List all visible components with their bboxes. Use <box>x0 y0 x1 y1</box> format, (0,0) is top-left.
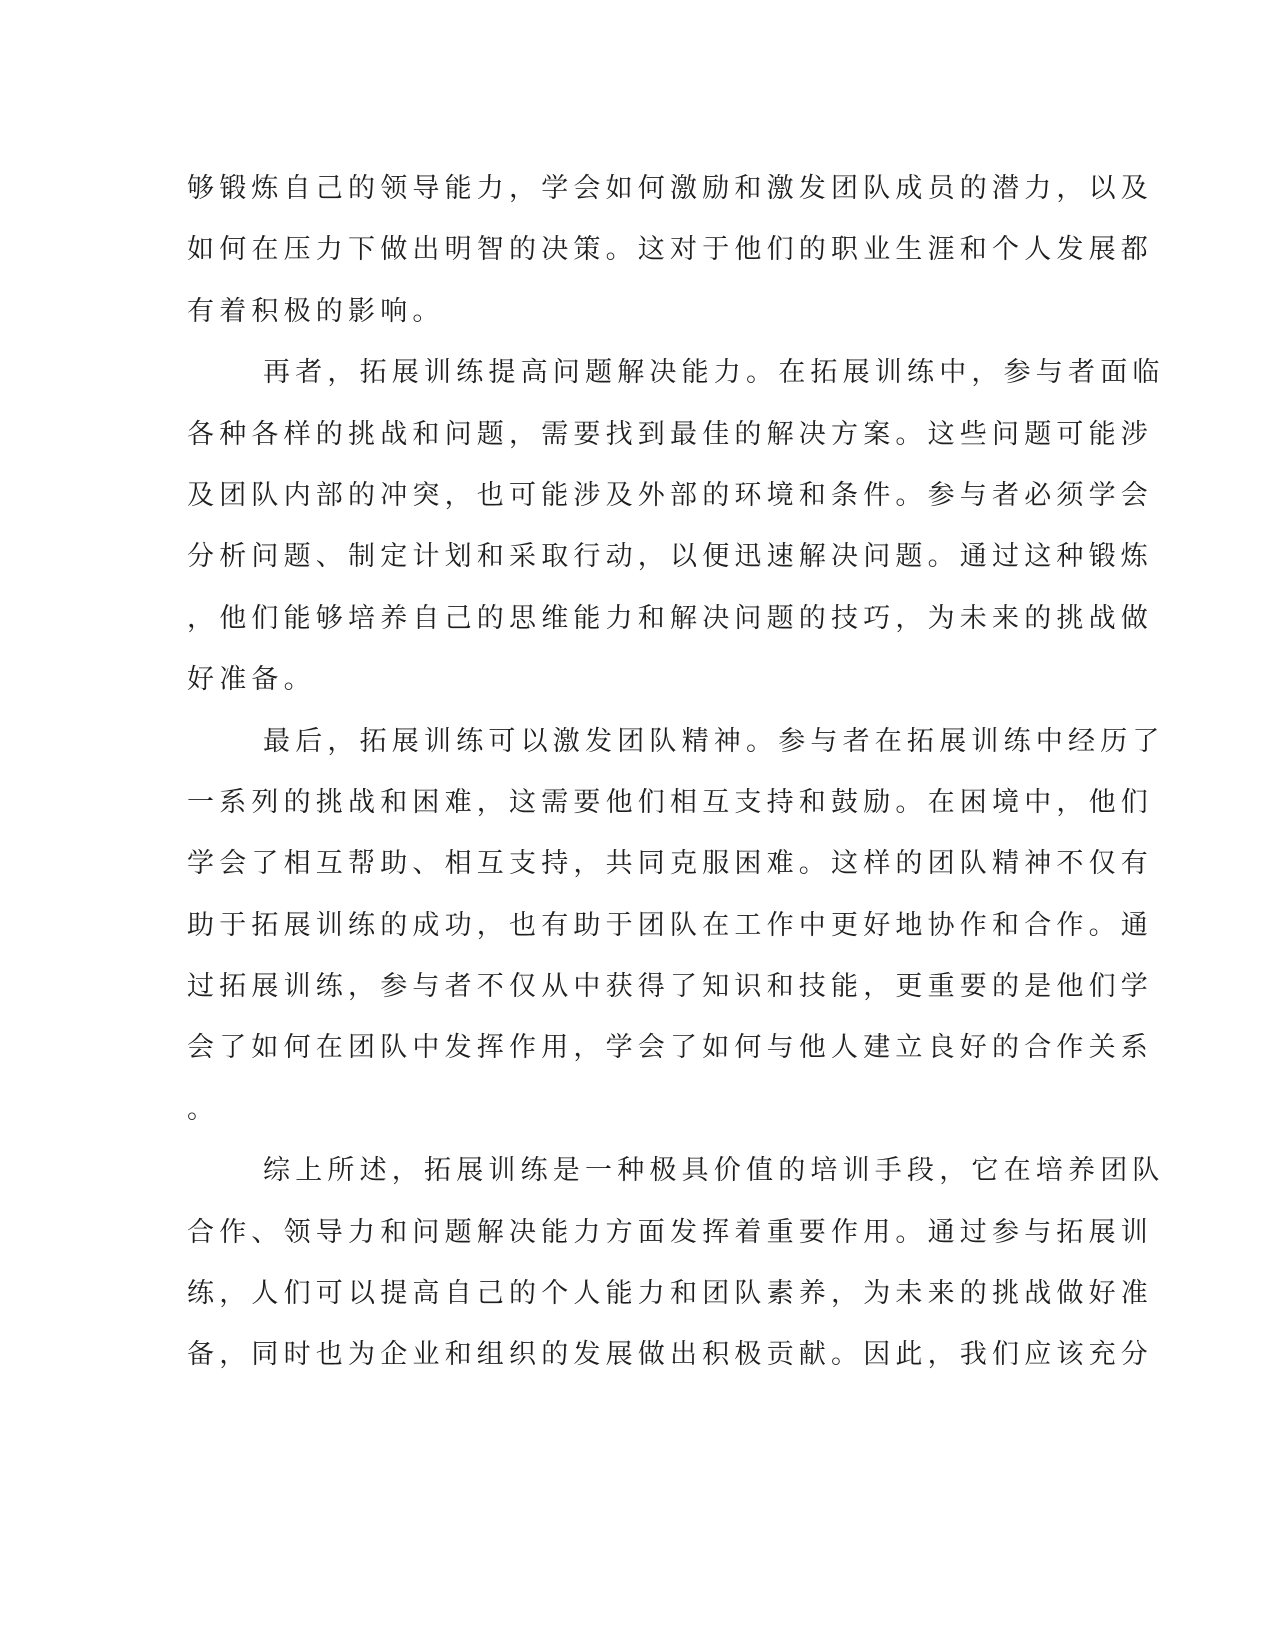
text-line: 过拓展训练，参与者不仅从中获得了知识和技能，更重要的是他们学 <box>187 971 1153 1003</box>
text-line: 如何在压力下做出明智的决策。这对于他们的职业生涯和个人发展都 <box>187 234 1153 266</box>
text-line: 及团队内部的冲突，也可能涉及外部的环境和条件。参与者必须学会 <box>187 479 1153 511</box>
text-line: 有着积极的影响。 <box>187 295 445 327</box>
paragraph-first-line: 最后，拓展训练可以激发团队精神。参与者在拓展训练中经历了 <box>263 725 1165 757</box>
paragraph-first-line: 再者，拓展训练提高问题解决能力。在拓展训练中，参与者面临 <box>263 357 1165 389</box>
text-line: 助于拓展训练的成功，也有助于团队在工作中更好地协作和合作。通 <box>187 909 1153 941</box>
text-line: 练，人们可以提高自己的个人能力和团队素养，为未来的挑战做好准 <box>187 1278 1153 1310</box>
paragraph-first-line: 综上所述，拓展训练是一种极具价值的培训手段，它在培养团队 <box>263 1155 1165 1187</box>
text-line: 。 <box>187 1093 220 1125</box>
text-line: 够锻炼自己的领导能力，学会如何激励和激发团队成员的潜力，以及 <box>187 173 1153 204</box>
text-line: ，他们能够培养自己的思维能力和解决问题的技巧，为未来的挑战做 <box>187 602 1153 634</box>
text-line: 好准备。 <box>187 664 316 696</box>
text-line: 一系列的挑战和困难，这需要他们相互支持和鼓励。在困境中，他们 <box>187 786 1153 818</box>
text-line: 合作、领导力和问题解决能力方面发挥着重要作用。通过参与拓展训 <box>187 1216 1153 1248</box>
text-line: 各种各样的挑战和问题，需要找到最佳的解决方案。这些问题可能涉 <box>187 418 1153 450</box>
text-line: 分析问题、制定计划和采取行动，以便迅速解决问题。通过这种锻炼 <box>187 541 1153 573</box>
body-text <box>187 158 1165 1386</box>
text-line: 会了如何在团队中发挥作用，学会了如何与他人建立良好的合作关系 <box>187 1032 1153 1064</box>
text-line: 备，同时也为企业和组织的发展做出积极贡献。因此，我们应该充分 <box>187 1339 1153 1371</box>
text-line: 学会了相互帮助、相互支持，共同克服困难。这样的团队精神不仅有 <box>187 848 1153 880</box>
